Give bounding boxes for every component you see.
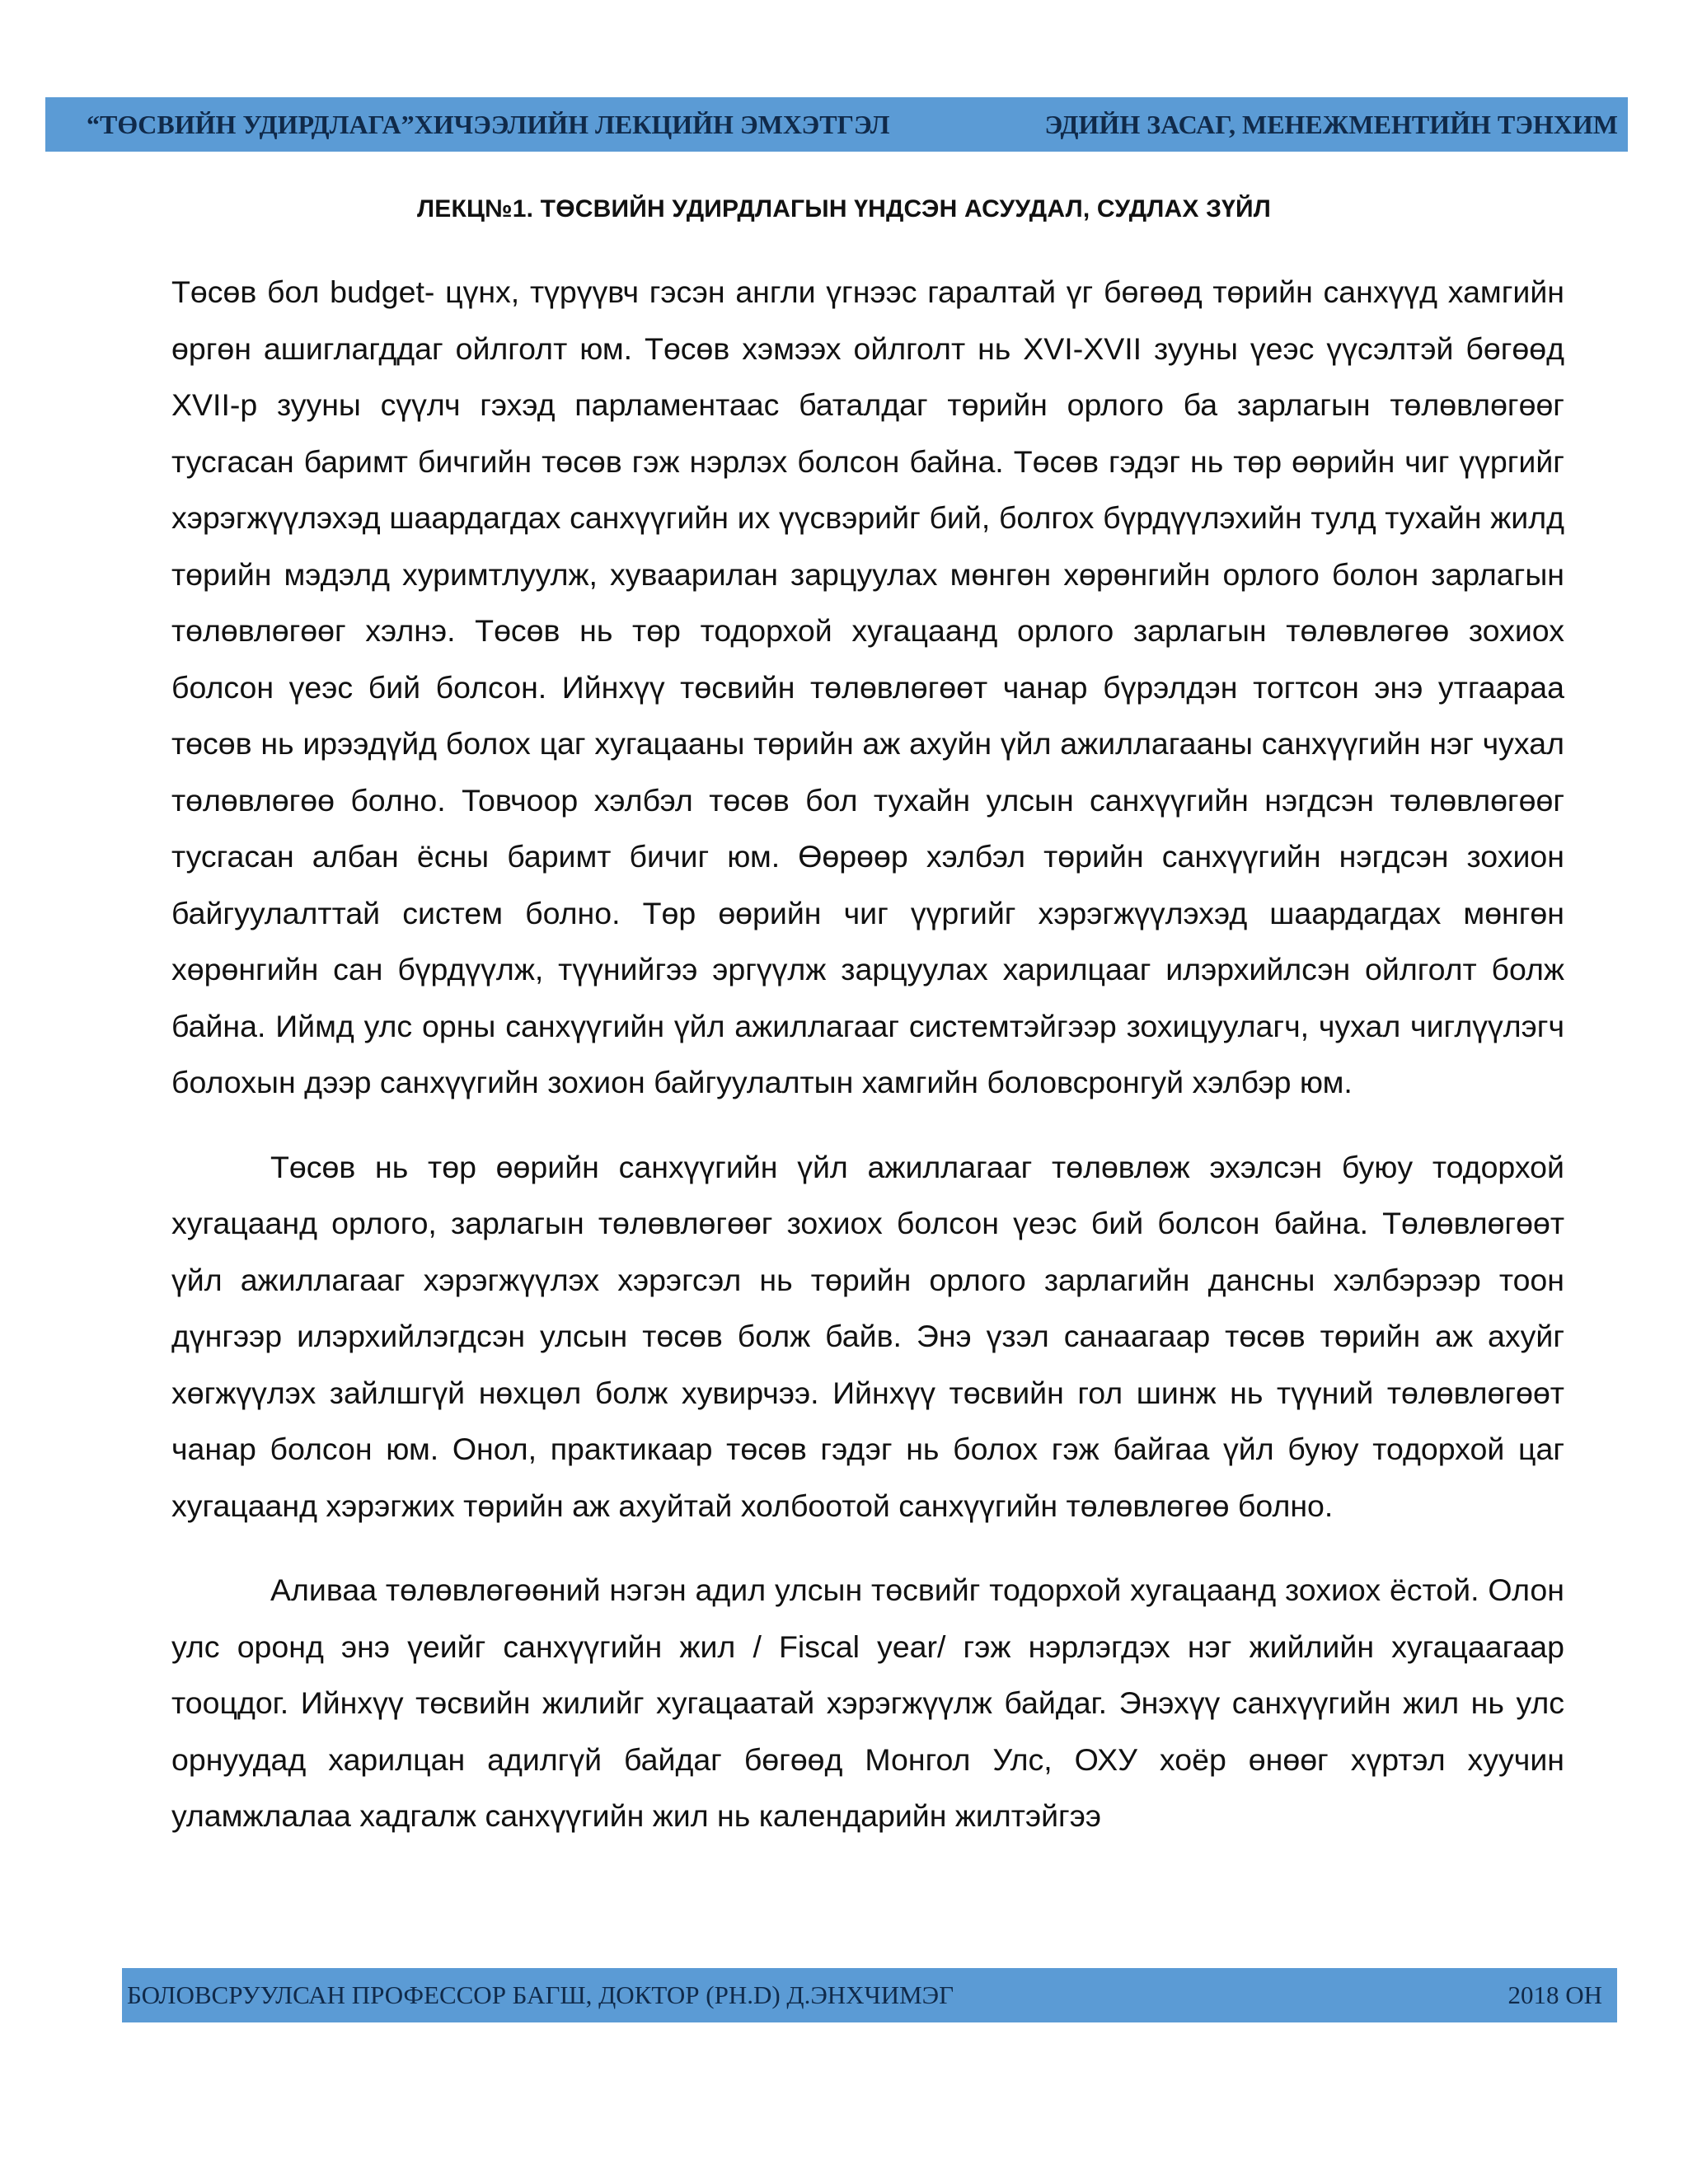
- lecture-title: ЛЕКЦ№1. ТӨСВИЙН УДИРДЛАГЫН ҮНДСЭН АСУУДАЛ, СУДЛАХ ЗҮЙЛ: [416, 195, 1272, 223]
- page-footer: [122, 1968, 1617, 2022]
- paragraph-2: Төсөв нь төр өөрийн санхүүгийн үйл ажиллагааг төлөвлөж эхэлсэн буюу тодорхой хугацаанд орлого, зарлагын төлөвлөгөөг зохиох болсон үеэс бий болсон байна. Төлөвлөгөөт үйл ажиллагааг хэрэгжүүлэх хэрэгсэл нь төрийн орлого зарлагийн дансны хэлбэрээр тоон дүнгээр илэрхийлэгдсэн улсын төсөв болж байв. Энэ үзэл санаагаар төсөв төрийн аж ахуйг хөгжүүлэх зайлшгүй нөхцөл болж хувирчээ. Ийнхүү төсвийн гол шинж нь түүний төлөвлөгөөт чанар болсон юм. Онол, практикаар төсөв гэдэг нь болох гэж байгаа үйл буюу тодорхой цаг хугацаанд хэрэгжих төрийн аж ахуйтай холбоотой санхүүгийн төлөвлөгөө болно.: [171, 1149, 1564, 1523]
- page-header: [45, 97, 1628, 152]
- paragraph-3: Аливаа төлөвлөгөөний нэгэн адил улсын төсвийг тодорхой хугацаанд зохиох ёстой. Олон улс оронд энэ үеийг санхүүгийн жил / Fiscal year/ гэж нэрлэгдэх нэг жийлийн хугацаагаар тооцдог. Ийнхүү төсвийн жилийг хугацаатай хэрэгжүүлж байдаг. Энэхүү санхүүгийн жил нь улс орнуудад харилцан адилгүй байдаг бөгөөд Монгол Улс, ОХУ хоёр өнөөг хүртэл хуучин уламжлалаа хадгалж санхүүгийн жил нь календарийн жилтэйгээ: [171, 1572, 1564, 1833]
- header-course-title: “ТӨСВИЙН УДИРДЛАГА”ХИЧЭЭЛИЙН ЛЕКЦИЙН ЭМХЭТГЭЛ: [87, 109, 890, 139]
- footer-year: 2018 ОН: [1507, 1980, 1602, 2009]
- document-body: [171, 264, 1564, 1872]
- paragraph-1: Төсөв бол budget- цүнх, түрүүвч гэсэн англи үгнээс гаралтай үг бөгөөд төрийн санхүүд хамгийн өргөн ашиглагддаг ойлголт юм. Төсөв хэмээх ойлголт нь XVI-XVII зууны үеэс үүсэлтэй бөгөөд XVII-р зууны сүүлч гэхэд парламентаас баталдаг төрийн орлого ба зарлагын төлөвлөгөөг тусгасан баримт бичгийн төсөв гэж нэрлэх болсон байна. Төсөв гэдэг нь төр өөрийн чиг үүргийг хэрэгжүүлэхэд шаардагдах санхүүгийн их үүсвэрийг бий, болгох бүрдүүлэхийн тулд тухайн жилд төрийн мэдэлд хуримтлуулж, хуваарилан зарцуулах мөнгөн хөрөнгийн орлого болон зарлагын төлөвлөгөөг хэлнэ. Төсөв нь төр тодорхой хугацаанд орлого зарлагын төлөвлөгөө зохиох болсон үеэс бий болсон. Ийнхүү төсвийн төлөвлөгөөт чанар бүрэлдэн тогтсон энэ утгаараа төсөв нь ирээдүйд болох цаг хугацааны төрийн аж ахуйн үйл ажиллагааны санхүүгийн нэг чухал төлөвлөгөө болно. Товчоор хэлбэл төсөв бол тухайн улсын санхүүгийн нэгдсэн төлөвлөгөөг тусгасан албан ёсны баримт бичиг юм. Өөрөөр хэлбэл төрийн санхүүгийн нэгдсэн зохион байгуулалттай систем болно. Төр өөрийн чиг үүргийг хэрэгжүүлэхэд шаардагдах мөнгөн хөрөнгийн сан бүрдүүлж, түүнийгээ эргүүлж зарцуулах харилцааг илэрхийлсэн ойлголт болж байна. Иймд улс орны санхүүгийн үйл ажиллагааг системтэйгээр зохицуулагч, чухал чиглүүлэгч болохын дээр санхүүгийн зохион байгуулалтын хамгийн боловсронгуй хэлбэр юм.: [171, 274, 1564, 1099]
- footer-author: БОЛОВСРУУЛСАН ПРОФЕССОР БАГШ, ДОКТОР (PH.D) Д.ЭНХЧИМЭГ: [127, 1980, 954, 2009]
- header-department: ЭДИЙН ЗАСАГ, МЕНЕЖМЕНТИЙН ТЭНХИМ: [1044, 109, 1618, 139]
